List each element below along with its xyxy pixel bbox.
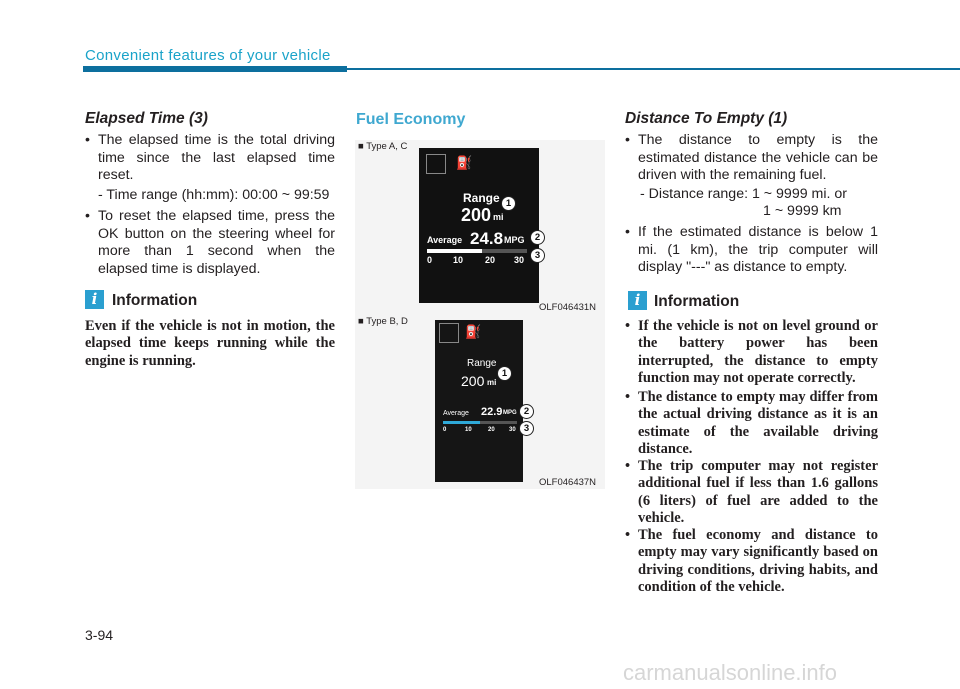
- elapsed-time-range: - Time range (hh:mm): 00:00 ~ 99:59: [98, 187, 330, 203]
- callout-1: 1: [497, 366, 512, 381]
- scale-30: 30: [514, 255, 525, 265]
- type-label-b: ■ Type B, D: [358, 316, 408, 327]
- bullet-dot: •: [85, 132, 90, 148]
- dte-range-1: - Distance range: 1 ~ 9999 mi. or: [640, 186, 848, 202]
- bullet-dot: •: [625, 224, 630, 240]
- header-bar: [83, 66, 347, 72]
- cluster-display-b: [435, 320, 523, 482]
- bullet-dot: •: [625, 458, 631, 474]
- watermark: carmanualsonline.info: [623, 660, 838, 685]
- scale-20: 20: [488, 427, 495, 433]
- fuel-economy-heading: Fuel Economy: [356, 111, 466, 128]
- type-label-a: ■ Type A, C: [358, 141, 408, 152]
- callout-3: 3: [519, 421, 534, 436]
- info-title: Information: [112, 292, 198, 309]
- scale-20: 20: [485, 255, 496, 265]
- dte-info-item-2: [625, 389, 878, 458]
- section-header-title: Convenient features of your vehicle: [85, 47, 331, 64]
- info-icon: i: [628, 291, 647, 310]
- range-label: Range: [467, 358, 497, 369]
- info-icon: i: [85, 290, 104, 309]
- info-item-text: The distance to empty may differ from the actual driving distance as it is an estimate of the available driving distance.: [638, 389, 878, 457]
- dte-info-item-4: [625, 527, 878, 596]
- fuel-pump-icon: ⛽: [456, 155, 473, 170]
- screen-frame-icon: [426, 154, 446, 174]
- average-bar-fill: [443, 421, 480, 424]
- callout-2: 2: [530, 230, 545, 245]
- elapsed-time-bullet-2: [85, 208, 335, 278]
- elapsed-time-heading: Elapsed Time (3): [85, 110, 208, 127]
- bullet-dot: •: [625, 318, 631, 334]
- range-unit: mi: [487, 378, 497, 387]
- bullet-text: The distance to empty is the estimated distance the vehicle can be driven with the remaining fuel.: [638, 132, 878, 183]
- dte-info-item-1: [625, 318, 878, 387]
- scale-0: 0: [427, 255, 433, 265]
- dte-bullet-2: [625, 224, 878, 277]
- info-item-text: The trip computer may not register additional fuel if less than 1.6 gallons (6 liters) of fuel are added to the vehicle.: [638, 458, 878, 526]
- average-bar-track: [427, 249, 527, 253]
- callout-2: 2: [519, 404, 534, 419]
- average-unit: MPG: [504, 235, 525, 245]
- dte-range-2: 1 ~ 9999 km: [763, 203, 842, 219]
- scale-10: 10: [465, 427, 472, 433]
- callout-1: 1: [501, 196, 516, 211]
- average-label: Average: [443, 410, 469, 417]
- image-code-b: OLF046437N: [539, 477, 597, 488]
- screen-frame-icon: [439, 323, 459, 343]
- bullet-text: The elapsed time is the total driving time since the last elapsed time reset.: [98, 132, 335, 183]
- dte-info-item-3: [625, 458, 878, 527]
- dte-bullet-1: [625, 132, 878, 185]
- range-unit: mi: [493, 212, 504, 222]
- average-bar-fill: [427, 249, 482, 253]
- range-label: Range: [463, 191, 500, 205]
- scale-30: 30: [509, 427, 516, 433]
- info-text: Even if the vehicle is not in motion, the elapsed time keeps running while the engine is running.: [85, 318, 335, 369]
- info-item-text: The fuel economy and distance to empty may vary significantly based on driving conditions, driving habits, and condition of the vehicle.: [638, 527, 878, 595]
- bullet-dot: •: [625, 132, 630, 148]
- elapsed-time-bullet-1: [85, 132, 335, 185]
- header-rule: [347, 68, 960, 70]
- bullet-dot: •: [625, 527, 631, 543]
- bullet-dot: •: [625, 389, 631, 405]
- info-item-text: If the vehicle is not on level ground or the battery power has been interrupted, the distance to empty function may not operate correctly.: [638, 318, 878, 386]
- callout-3: 3: [530, 248, 545, 263]
- average-value: 22.9: [481, 406, 503, 418]
- average-value: 24.8: [470, 229, 504, 248]
- range-value: 200: [461, 373, 485, 389]
- info-title: Information: [654, 293, 740, 310]
- average-unit: MPG: [503, 410, 517, 416]
- image-code-a: OLF046431N: [539, 302, 597, 313]
- bullet-dot: •: [85, 208, 90, 224]
- fuel-pump-icon: ⛽: [465, 324, 482, 339]
- distance-to-empty-heading: Distance To Empty (1): [625, 110, 788, 127]
- page-number: 3-94: [85, 627, 114, 643]
- bullet-text: To reset the elapsed time, press the OK button on the steering wheel for more than 1 second when the elapsed time is displayed.: [98, 208, 335, 277]
- scale-0: 0: [443, 427, 447, 433]
- cluster-display-a: [419, 148, 539, 303]
- scale-10: 10: [453, 255, 464, 265]
- average-label: Average: [427, 235, 463, 245]
- average-bar-track: [443, 421, 517, 424]
- bullet-text: If the estimated distance is below 1 mi. (1 km), the trip computer will display "---" as distance to empty.: [638, 224, 878, 275]
- range-value: 200: [461, 205, 492, 225]
